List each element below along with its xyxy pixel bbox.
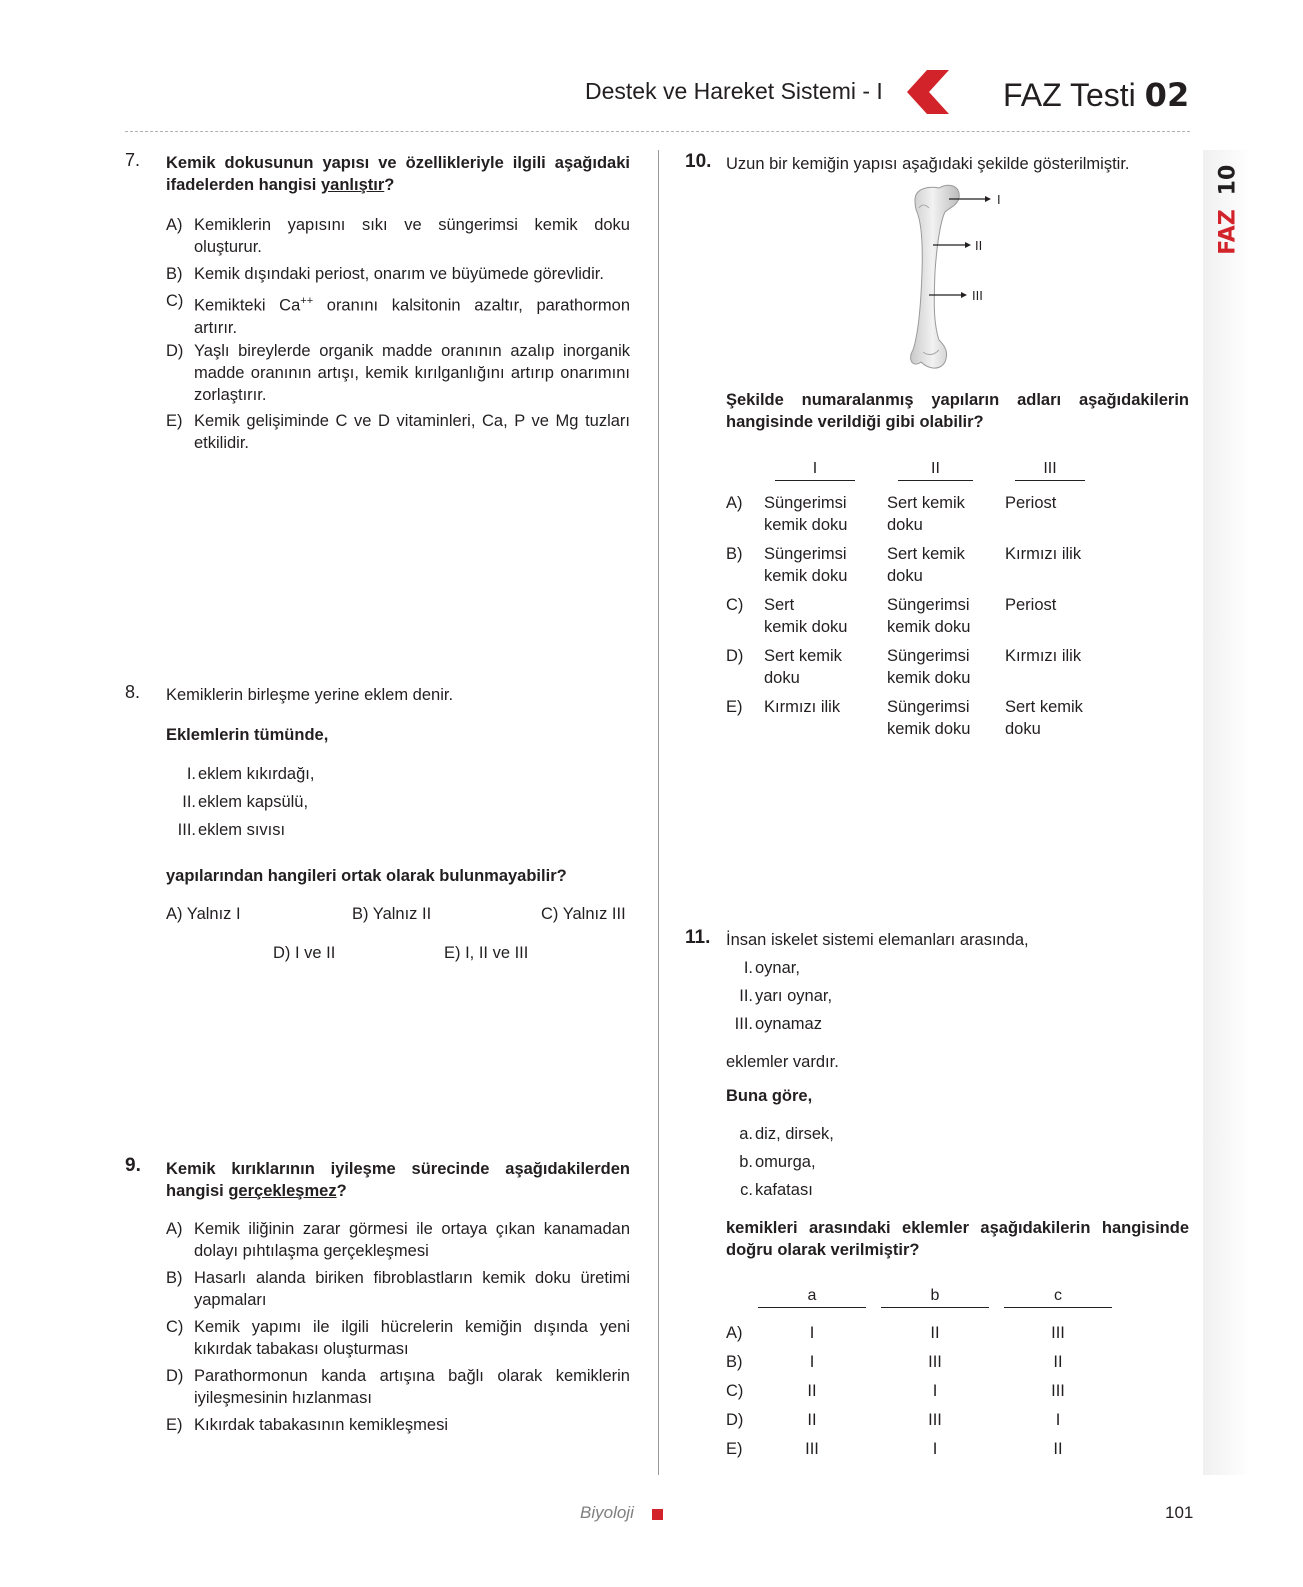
- q9-option-c[interactable]: C) Kemik yapımı ile ilgili hücrelerin kemiğin dışında yeni kıkırdak tabakası oluşturması: [166, 1318, 630, 1358]
- q11-header-a: a: [758, 1287, 866, 1308]
- q8-number: 8.: [125, 682, 141, 702]
- q11-tail: eklemler vardır.: [726, 1053, 839, 1071]
- q10-option-e-letter[interactable]: E): [726, 698, 743, 716]
- q11-part-c-num: c.: [740, 1181, 753, 1199]
- svg-text:10: 10: [1215, 164, 1241, 196]
- q10-option-e-c2: Süngerimsi kemik doku: [887, 698, 971, 738]
- q10-option-b-letter[interactable]: B): [726, 545, 743, 563]
- q10-option-c-c1: Sert kemik doku: [764, 596, 848, 636]
- q8-item-3-num: III.: [177, 821, 196, 839]
- q11-part-a-num: a.: [739, 1125, 753, 1143]
- chevron-left-icon: [905, 68, 951, 116]
- q11-option-b-letter[interactable]: B): [726, 1353, 743, 1371]
- q10-header-i: I: [775, 460, 855, 481]
- q8-item-2: eklem kapsülü,: [198, 793, 309, 811]
- q9-stem: Kemik kırıklarının iyileşme sürecinde aşağıdakilerden hangisi gerçekleşmez?: [166, 1160, 630, 1200]
- q8-question: yapılarından hangileri ortak olarak bulunmayabilir?: [166, 867, 567, 885]
- q11-item-1: oynar,: [755, 959, 800, 977]
- test-title: FAZ Testi 02: [1003, 76, 1190, 114]
- q8-option-b[interactable]: B) Yalnız II: [352, 905, 432, 923]
- q8-option-e[interactable]: E) I, II ve III: [444, 944, 529, 962]
- q8-item-1-num: I.: [186, 765, 196, 783]
- q9-option-b[interactable]: B) Hasarlı alanda biriken fibroblastların kemik doku üretimi yapmaları: [166, 1269, 630, 1309]
- q11-item-3: oynamaz: [755, 1015, 822, 1033]
- q7-stem: Kemik dokusunun yapısı ve özellikleriyle ilgili aşağıdaki ifadelerden hangisi yanlıştır?: [166, 154, 630, 194]
- q11-stem: İnsan iskelet sistemi elemanları arasında,: [726, 931, 1029, 949]
- q11-option-c-a: II: [807, 1382, 817, 1400]
- q8-item-2-num: II.: [182, 793, 196, 811]
- q11-option-d-c: I: [1055, 1411, 1061, 1429]
- q11-option-b-b: III: [928, 1353, 942, 1371]
- q10-option-e-c1: Kırmızı ilik: [764, 698, 841, 716]
- q11-option-d-b: III: [928, 1411, 942, 1429]
- q10-option-d-c1: Sert kemik doku: [764, 647, 842, 687]
- q10-header-ii: II: [898, 460, 973, 481]
- q11-option-d-a: II: [807, 1411, 817, 1429]
- q11-option-e-b: I: [932, 1440, 938, 1458]
- header-divider: [125, 131, 1190, 132]
- footer-square-icon: [652, 1509, 663, 1520]
- q11-lead: Buna göre,: [726, 1087, 813, 1105]
- q10-option-a-c2: Sert kemik doku: [887, 494, 965, 534]
- q11-item-2-num: II.: [739, 987, 753, 1005]
- q10-option-b-c1: Süngerimsi kemik doku: [764, 545, 848, 585]
- q8-item-1: eklem kıkırdağı,: [198, 765, 315, 783]
- q8-intro: Kemiklerin birleşme yerine eklem denir.: [166, 686, 454, 704]
- q11-header-b: b: [881, 1287, 989, 1308]
- q10-number: 10.: [685, 151, 712, 172]
- q7-option-d[interactable]: D) Yaşlı bireylerde organik madde oranının azalıp inorganik madde oranının artışı, kemik kırılganlığını artırıp onarımını zorlaştırır.: [166, 342, 630, 404]
- q7-option-b[interactable]: B) Kemik dışındaki periost, onarım ve büyümede görevlidir.: [166, 265, 604, 283]
- q11-header-c: c: [1004, 1287, 1112, 1308]
- q11-part-a: diz, dirsek,: [755, 1125, 834, 1143]
- side-strip: [1203, 150, 1250, 1475]
- q11-option-b-a: I: [809, 1353, 815, 1371]
- q11-option-e-letter[interactable]: E): [726, 1440, 743, 1458]
- q11-part-b-num: b.: [739, 1153, 753, 1171]
- q11-option-c-letter[interactable]: C): [726, 1382, 744, 1400]
- chapter-title: Destek ve Hareket Sistemi - I: [585, 78, 883, 104]
- q8-item-3: eklem sıvısı: [198, 821, 286, 839]
- q10-option-c-letter[interactable]: C): [726, 596, 744, 614]
- q10-option-d-c3: Kırmızı ilik: [1005, 647, 1082, 665]
- q11-item-3-num: III.: [734, 1015, 753, 1033]
- column-divider: [658, 150, 659, 1475]
- q9-option-e[interactable]: E) Kıkırdak tabakasının kemikleşmesi: [166, 1416, 449, 1434]
- q7-option-a[interactable]: A) Kemiklerin yapısını sıkı ve süngerimsi kemik doku oluşturur.: [166, 216, 630, 256]
- q7-option-e[interactable]: E) Kemik gelişiminde C ve D vitaminleri, Ca, P ve Mg tuzları etkilidir.: [166, 412, 630, 452]
- q9-option-d[interactable]: D) Parathormonun kanda artışına bağlı olarak kemiklerin iyileşmesinin hızlanması: [166, 1367, 630, 1407]
- q10-option-d-c2: Süngerimsi kemik doku: [887, 647, 971, 687]
- q11-number: 11.: [685, 927, 711, 948]
- q10-option-e-c3: Sert kemik doku: [1005, 698, 1083, 738]
- q10-option-c-c3: Periost: [1005, 596, 1057, 614]
- q11-option-b-c: II: [1053, 1353, 1063, 1371]
- q10-option-b-c3: Kırmızı ilik: [1005, 545, 1082, 563]
- q11-part-b: omurga,: [755, 1153, 816, 1171]
- figure-label-iii: III: [972, 288, 983, 303]
- svg-text:FAZ: FAZ: [1215, 209, 1241, 255]
- q11-option-c-b: I: [932, 1382, 938, 1400]
- q10-header-iii: III: [1015, 460, 1085, 481]
- q8-option-a[interactable]: A) Yalnız I: [166, 905, 241, 923]
- q11-item-2: yarı oynar,: [755, 987, 833, 1005]
- q10-option-d-letter[interactable]: D): [726, 647, 744, 665]
- q10-option-a-c1: Süngerimsi kemik doku: [764, 494, 848, 534]
- q10-option-c-c2: Süngerimsi kemik doku: [887, 596, 971, 636]
- figure-label-i: I: [997, 192, 1001, 207]
- q10-option-a-c3: Periost: [1005, 494, 1057, 512]
- figure-label-ii: II: [975, 238, 983, 253]
- q11-option-a-a: I: [809, 1324, 815, 1342]
- footer-subject: Biyoloji: [580, 1503, 634, 1522]
- q11-option-e-a: III: [805, 1440, 819, 1458]
- q8-option-d[interactable]: D) I ve II: [273, 944, 336, 962]
- q11-option-a-letter[interactable]: A): [726, 1324, 743, 1342]
- femur-bone-figure: [905, 182, 1015, 374]
- q11-option-d-letter[interactable]: D): [726, 1411, 744, 1429]
- q9-number: 9.: [125, 1155, 141, 1176]
- q10-question: Şekilde numaralanmış yapıların adları aşağıdakilerin hangisinde verildiği gibi olabilir?: [726, 391, 1189, 431]
- q9-option-a[interactable]: A) Kemik iliğinin zarar görmesi ile ortaya çıkan kanamadan dolayı pıhtılaşma gerçekleşmesi: [166, 1220, 630, 1260]
- q11-part-c: kafatası: [755, 1181, 813, 1199]
- q11-option-e-c: II: [1053, 1440, 1063, 1458]
- q7-number: 7.: [125, 150, 141, 170]
- q11-item-1-num: I.: [743, 959, 753, 977]
- q8-lead: Eklemlerin tümünde,: [166, 726, 329, 744]
- q11-question: kemikleri arasındaki eklemler aşağıdakilerin hangisinde doğru olarak verilmiştir?: [726, 1219, 1189, 1259]
- q11-option-a-c: III: [1051, 1324, 1065, 1342]
- q8-option-c[interactable]: C) Yalnız III: [541, 905, 626, 923]
- q10-stem: Uzun bir kemiğin yapısı aşağıdaki şekilde gösterilmiştir.: [726, 155, 1130, 173]
- page-number: 101: [1165, 1503, 1194, 1522]
- q10-option-a-letter[interactable]: A): [726, 494, 743, 512]
- q11-option-c-c: III: [1051, 1382, 1065, 1400]
- q11-option-a-b: II: [930, 1324, 940, 1342]
- faz-10-logo: [1213, 150, 1243, 260]
- q7-option-c[interactable]: C) Kemikteki Ca++ oranını kalsitonin azaltır, parathormon artırır.: [166, 292, 631, 337]
- q10-option-b-c2: Sert kemik doku: [887, 545, 965, 585]
